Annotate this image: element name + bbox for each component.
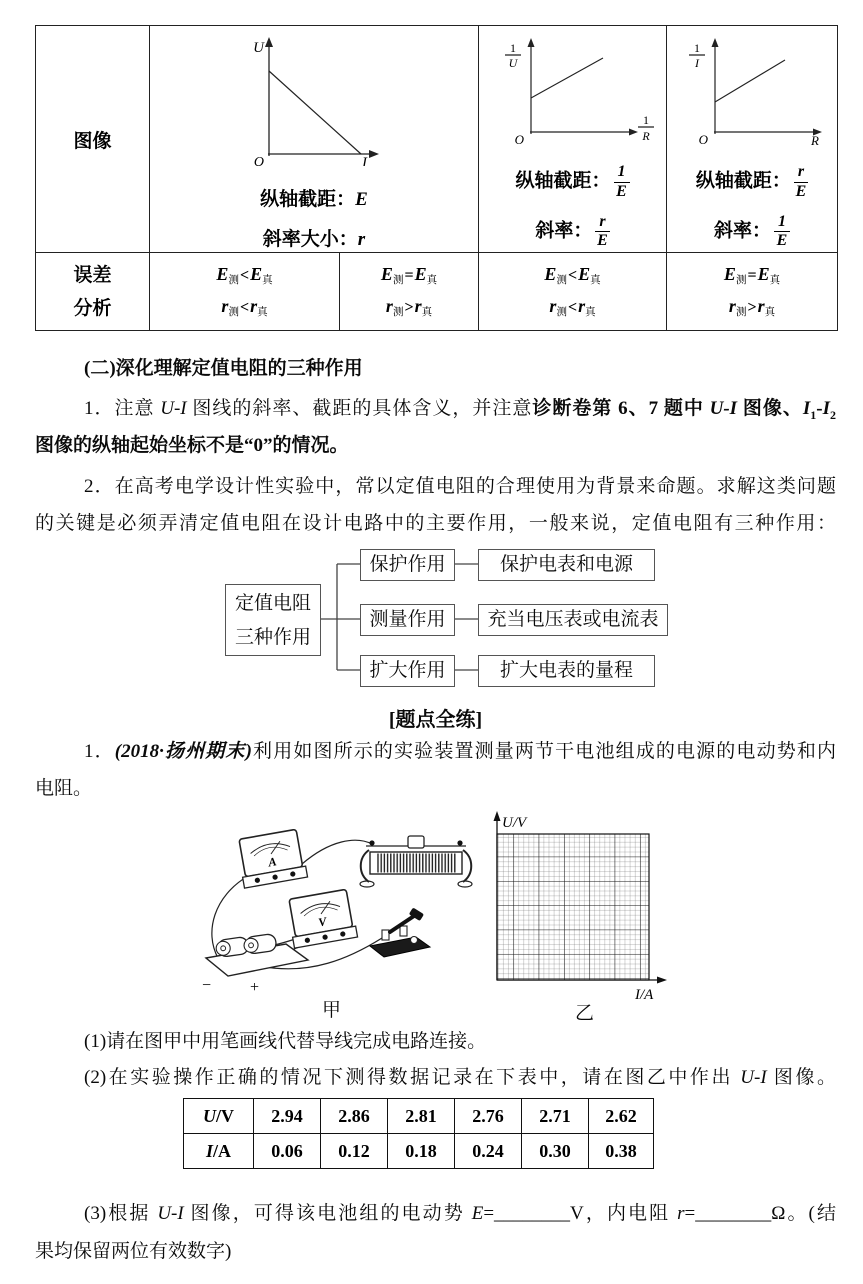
error-cell-3 bbox=[479, 253, 667, 331]
grid-figure bbox=[488, 808, 673, 1008]
error-cell-2 bbox=[340, 253, 479, 331]
data-table bbox=[183, 1098, 654, 1169]
question-1-line-1 bbox=[35, 738, 836, 765]
flow-branch-protect: 保护作用 bbox=[360, 549, 455, 581]
row-header-current bbox=[184, 1134, 254, 1169]
text-segment: = bbox=[684, 1203, 696, 1224]
frac-num: r bbox=[794, 164, 808, 183]
x-frac-num: 1 bbox=[642, 113, 649, 127]
ammeter-label: A bbox=[267, 854, 278, 870]
error-formula: E测=E真 bbox=[723, 264, 781, 286]
y-frac-den: U bbox=[508, 56, 517, 70]
summary-table bbox=[35, 25, 838, 331]
voltmeter bbox=[286, 889, 358, 948]
flow-branch-measure: 测量作用 bbox=[360, 604, 455, 636]
text-segment: 斜率大小： bbox=[262, 229, 358, 250]
frac-num: 1 bbox=[614, 164, 630, 183]
text-segment: = bbox=[483, 1203, 495, 1224]
text-segment: 纵轴截距： bbox=[695, 170, 791, 192]
frac-den: E bbox=[597, 232, 608, 250]
summary-row-label-error bbox=[36, 253, 150, 331]
battery-minus-label: − bbox=[202, 977, 212, 994]
battery-plus-label: + bbox=[250, 979, 260, 996]
y-frac-den: I bbox=[695, 56, 699, 70]
reciprocal-i-graph bbox=[667, 34, 837, 146]
error-formula: r测>r真 bbox=[385, 296, 433, 318]
answer-blank-resistance: ________ bbox=[695, 1203, 772, 1224]
reciprocal-u-graph bbox=[483, 34, 663, 146]
cell-value: 0.24 bbox=[455, 1134, 522, 1169]
rheostat bbox=[360, 836, 472, 887]
text-segment: I bbox=[205, 1140, 213, 1161]
answer-blank-emf: ________ bbox=[494, 1203, 571, 1224]
cell-value: 0.12 bbox=[321, 1134, 388, 1169]
text-segment: (2)在实验操作正确的情况下测得数据记录在下表中，请在图乙中作出 bbox=[84, 1067, 741, 1088]
intercept-note bbox=[479, 164, 666, 201]
text-segment: 1．注意 bbox=[84, 398, 161, 419]
slope-note bbox=[667, 214, 837, 251]
text-segment: 图像。 bbox=[766, 1067, 836, 1088]
fraction bbox=[614, 164, 630, 201]
intercept-note bbox=[667, 164, 837, 201]
text-segment: 分析 bbox=[73, 297, 112, 319]
error-cell-1 bbox=[150, 253, 340, 331]
cell-value: 0.06 bbox=[254, 1134, 321, 1169]
text-segment: /A bbox=[213, 1140, 231, 1161]
origin-label: O bbox=[514, 132, 524, 146]
text-segment: $I_1-I_2$ bbox=[802, 398, 836, 422]
flow-diagram bbox=[35, 548, 836, 690]
fraction bbox=[794, 164, 808, 201]
grid-x-axis-label: I/A bbox=[635, 987, 654, 1003]
origin-label: O bbox=[253, 155, 264, 166]
flow-root-box bbox=[225, 584, 321, 656]
fraction bbox=[774, 214, 790, 251]
error-formula: r测<r真 bbox=[221, 296, 268, 318]
sub-question-3-line-2: 果均保留两位有效数字) bbox=[35, 1241, 232, 1262]
graph-cell-ui bbox=[150, 26, 479, 253]
frac-den: E bbox=[616, 182, 627, 200]
cell-value: 0.18 bbox=[388, 1134, 455, 1169]
question-source: (2018·扬州期末) bbox=[114, 741, 252, 762]
emf-symbol: E bbox=[471, 1203, 484, 1224]
axis-label-r: R bbox=[811, 133, 819, 146]
text-segment: 诊断卷第 6、7 题中 bbox=[532, 398, 710, 419]
resistance-symbol: r bbox=[677, 1203, 685, 1224]
origin-label: O bbox=[698, 132, 708, 146]
text-segment: 图线的斜率、截距的具体含义，并注意 bbox=[186, 398, 533, 419]
text-segment: 图像、 bbox=[737, 398, 803, 419]
sub-question-3-line-1 bbox=[35, 1200, 836, 1227]
cell-value: 2.86 bbox=[321, 1099, 388, 1134]
ammeter bbox=[236, 829, 308, 888]
section-heading: (二)深化理解定值电阻的三种作用 bbox=[84, 358, 363, 379]
error-formula: E测<E真 bbox=[544, 264, 601, 286]
table-row-current bbox=[184, 1134, 654, 1169]
y-frac-num: 1 bbox=[509, 41, 516, 55]
error-formula: r测>r真 bbox=[728, 296, 776, 318]
apparatus-figure bbox=[180, 812, 490, 997]
flow-branch-extend: 扩大作用 bbox=[360, 655, 455, 687]
text-segment: 斜率： bbox=[713, 220, 771, 242]
text-segment: U-I bbox=[160, 398, 187, 419]
cell-value: 2.81 bbox=[388, 1099, 455, 1134]
axis-label-i: I bbox=[362, 155, 367, 166]
grid-y-axis-label: U/V bbox=[502, 815, 527, 831]
paragraph-2-line-1: 2．在高考电学设计性实验中，常以定值电阻的合理使用为背景来命题。求解这类问题 bbox=[84, 476, 836, 497]
figure-yi-caption: 乙 bbox=[575, 1003, 595, 1024]
text-segment: 误差 bbox=[73, 264, 112, 286]
text-segment: r bbox=[357, 229, 366, 250]
text-segment: U bbox=[203, 1105, 216, 1126]
x-frac-den: R bbox=[641, 129, 650, 143]
error-formula: r测<r真 bbox=[549, 296, 596, 318]
text-segment: (3)根据 bbox=[84, 1203, 158, 1224]
text-segment: 利用如图所示的实验装置测量两节干电池组成的电源的电动势和内 bbox=[251, 741, 836, 762]
error-formula: E测<E真 bbox=[216, 264, 273, 286]
axis-label-u: U bbox=[253, 40, 264, 56]
text-segment: 斜率： bbox=[535, 220, 593, 242]
text-segment: 1． bbox=[84, 741, 115, 762]
question-1-line-2: 电阻。 bbox=[35, 778, 93, 799]
cell-value: 2.76 bbox=[455, 1099, 522, 1134]
text-segment: U-I bbox=[740, 1067, 767, 1088]
sub-question-1: (1)请在图甲中用笔画线代替导线完成电路连接。 bbox=[84, 1031, 487, 1052]
text-segment: E bbox=[355, 189, 368, 210]
text-segment: U-I bbox=[709, 398, 738, 419]
cell-value: 2.71 bbox=[522, 1099, 589, 1134]
cell-value: 0.38 bbox=[589, 1134, 654, 1169]
text-segment: V，内电阻 bbox=[570, 1203, 678, 1224]
text-segment: Ω。(结 bbox=[771, 1203, 836, 1224]
intercept-note bbox=[150, 184, 478, 211]
practice-section-header: [题点全练] bbox=[388, 709, 483, 731]
slope-note bbox=[150, 224, 478, 251]
cell-value: 2.94 bbox=[254, 1099, 321, 1134]
frac-num: r bbox=[595, 214, 609, 233]
flow-desc-extend: 扩大电表的量程 bbox=[478, 655, 655, 687]
frac-num: 1 bbox=[774, 214, 790, 233]
text-segment: /V bbox=[216, 1105, 234, 1126]
text-segment: 三种作用 bbox=[234, 627, 311, 648]
graph-cell-1u-1r bbox=[479, 26, 667, 253]
table-row-voltage bbox=[184, 1099, 654, 1134]
flow-desc-protect: 保护电表和电源 bbox=[478, 549, 655, 581]
paragraph-1-line-2: 图像的纵轴起始坐标不是“0”的情况。 bbox=[35, 435, 349, 456]
voltmeter-label: V bbox=[317, 914, 328, 930]
switch bbox=[370, 907, 430, 957]
text-segment: 图像，可得该电池组的电动势 bbox=[183, 1203, 472, 1224]
text-segment: 纵轴截距： bbox=[260, 189, 356, 210]
text-segment: U-I bbox=[157, 1203, 184, 1224]
ui-graph bbox=[154, 34, 474, 166]
fraction bbox=[595, 214, 609, 251]
battery-holder bbox=[202, 933, 308, 996]
sub-question-2 bbox=[35, 1064, 836, 1091]
flow-desc-measure: 充当电压表或电流表 bbox=[478, 604, 668, 636]
frac-den: E bbox=[776, 232, 788, 250]
row-header-voltage bbox=[184, 1099, 254, 1134]
summary-row-label-image: 图像 bbox=[36, 26, 150, 253]
graph-cell-1i-r bbox=[667, 26, 838, 253]
slope-note bbox=[479, 214, 666, 251]
paragraph-2-line-2: 的关键是必须弄清定值电阻在设计电路中的主要作用，一般来说，定值电阻有三种作用： bbox=[35, 513, 836, 534]
figure-jia-caption: 甲 bbox=[322, 1000, 342, 1021]
paragraph-1-line-1 bbox=[35, 395, 836, 429]
y-frac-num: 1 bbox=[694, 41, 700, 55]
error-formula: E测=E真 bbox=[380, 264, 438, 286]
error-cell-4 bbox=[667, 253, 838, 331]
text-segment: 定值电阻 bbox=[234, 593, 311, 614]
cell-value: 0.30 bbox=[522, 1134, 589, 1169]
cell-value: 2.62 bbox=[589, 1099, 654, 1134]
text-segment: 纵轴截距： bbox=[515, 170, 611, 192]
frac-den: E bbox=[795, 182, 807, 200]
